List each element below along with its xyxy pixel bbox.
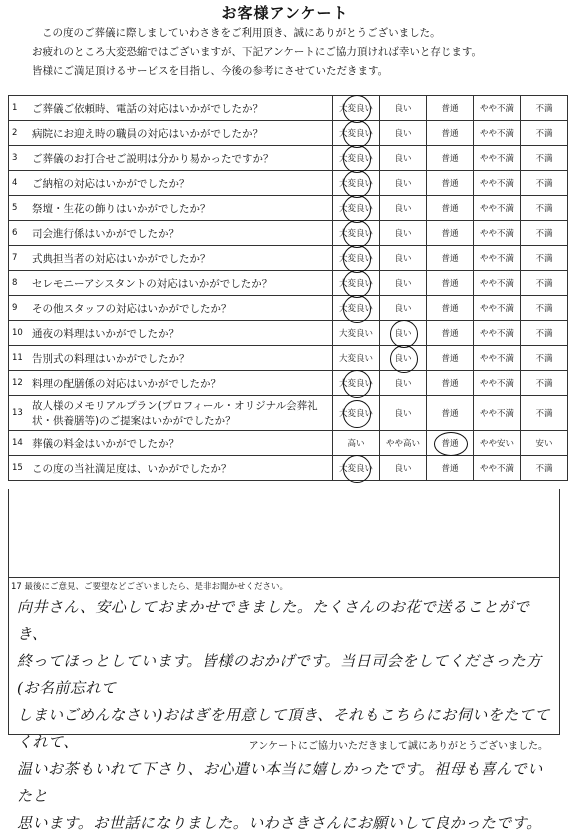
answer-option[interactable] bbox=[427, 321, 474, 346]
option-label: やや不満 bbox=[479, 279, 514, 289]
option-label: 大変良い bbox=[338, 154, 373, 164]
option-label: やや不満 bbox=[479, 254, 514, 264]
answer-option[interactable] bbox=[333, 321, 380, 346]
answer-option[interactable] bbox=[521, 171, 568, 196]
survey-table bbox=[8, 95, 568, 481]
option-label: やや不満 bbox=[479, 104, 514, 114]
question-number: 1 bbox=[9, 96, 31, 121]
question-number: 7 bbox=[9, 246, 31, 271]
question-row bbox=[9, 346, 568, 371]
option-label: 普通 bbox=[441, 204, 459, 214]
answer-option[interactable] bbox=[427, 346, 474, 371]
answer-option[interactable] bbox=[380, 271, 427, 296]
option-label: 不満 bbox=[535, 379, 553, 389]
handwritten-comment bbox=[17, 594, 553, 837]
option-label: 大変良い bbox=[338, 354, 373, 364]
answer-option[interactable] bbox=[521, 371, 568, 396]
answer-option[interactable] bbox=[380, 171, 427, 196]
answer-option[interactable] bbox=[380, 371, 427, 396]
option-label: 普通 bbox=[441, 304, 459, 314]
option-label: やや不満 bbox=[479, 304, 514, 314]
option-label: 大変良い bbox=[338, 409, 373, 419]
option-label: やや不満 bbox=[479, 129, 514, 139]
question-number: 11 bbox=[9, 346, 31, 371]
option-label: 大変良い bbox=[338, 254, 373, 264]
option-label: 普通 bbox=[441, 179, 459, 189]
thanks-note: アンケートにご協力いただきまして誠にありがとうございました。 bbox=[248, 741, 548, 752]
option-label: やや不満 bbox=[479, 229, 514, 239]
option-label: やや不満 bbox=[479, 154, 514, 164]
option-label: 良い bbox=[394, 154, 412, 164]
answer-option[interactable] bbox=[521, 246, 568, 271]
question-row bbox=[9, 271, 568, 296]
option-label: 大変良い bbox=[338, 329, 373, 339]
answer-option[interactable] bbox=[427, 396, 474, 431]
answer-option[interactable] bbox=[521, 121, 568, 146]
option-label: 不満 bbox=[535, 279, 553, 289]
question-text: 司会進行係はいかがでしたか？ bbox=[30, 221, 333, 246]
question-text: ご葬儀のお打合せご説明は分かり易かったですか？ bbox=[30, 146, 333, 171]
question-text: その他スタッフの対応はいかがでしたか？ bbox=[30, 296, 333, 321]
answer-option[interactable] bbox=[474, 321, 521, 346]
option-label: 良い bbox=[394, 304, 412, 314]
option-label: 良い bbox=[394, 129, 412, 139]
answer-option[interactable] bbox=[474, 96, 521, 121]
answer-option[interactable] bbox=[380, 456, 427, 481]
answer-option[interactable] bbox=[333, 196, 380, 221]
option-label: 良い bbox=[394, 204, 412, 214]
answer-option[interactable] bbox=[380, 96, 427, 121]
option-label: 普通 bbox=[441, 409, 459, 419]
question-number: 2 bbox=[9, 121, 31, 146]
question-text: 病院にお迎え時の職員の対応はいかがでしたか？ bbox=[30, 121, 333, 146]
option-label: 不満 bbox=[535, 204, 553, 214]
answer-option[interactable] bbox=[427, 456, 474, 481]
option-label: 良い bbox=[394, 104, 412, 114]
question-row bbox=[9, 431, 568, 456]
option-label: 普通 bbox=[441, 439, 459, 449]
answer-option[interactable] bbox=[380, 146, 427, 171]
question-text: 通夜の料理はいかがでしたか？ bbox=[30, 321, 333, 346]
answer-option[interactable] bbox=[521, 321, 568, 346]
option-label: 不満 bbox=[535, 254, 553, 264]
option-label: 大変良い bbox=[338, 379, 373, 389]
option-label: 普通 bbox=[441, 104, 459, 114]
answer-option[interactable] bbox=[380, 121, 427, 146]
answer-option[interactable] bbox=[474, 121, 521, 146]
option-label: 安い bbox=[535, 439, 553, 449]
answer-option[interactable] bbox=[474, 296, 521, 321]
option-label: 普通 bbox=[441, 379, 459, 389]
answer-option[interactable] bbox=[333, 396, 380, 431]
question-row bbox=[9, 296, 568, 321]
question-number: 15 bbox=[9, 456, 31, 481]
answer-option[interactable] bbox=[427, 96, 474, 121]
question-number: 10 bbox=[9, 321, 31, 346]
option-label: 高い bbox=[347, 439, 365, 449]
option-label: やや安い bbox=[479, 439, 514, 449]
intro-line: 皆様にご満足頂けるサービスを目指し、今後の参考にさせていただきます。 bbox=[32, 65, 389, 77]
option-label: 不満 bbox=[535, 409, 553, 419]
option-label: やや不満 bbox=[479, 354, 514, 364]
answer-option[interactable] bbox=[474, 246, 521, 271]
comment-line: しまいごめんなさい)おはぎを用意して頂き、それもこちらにお伺いをたててくれて、 bbox=[17, 706, 550, 751]
answer-option[interactable] bbox=[333, 171, 380, 196]
answer-option[interactable] bbox=[474, 196, 521, 221]
answer-option[interactable] bbox=[333, 431, 380, 456]
answer-option[interactable] bbox=[427, 371, 474, 396]
answer-option[interactable] bbox=[427, 271, 474, 296]
option-label: 大変良い bbox=[338, 464, 373, 474]
option-label: 不満 bbox=[535, 179, 553, 189]
question-number: 6 bbox=[9, 221, 31, 246]
answer-option[interactable] bbox=[521, 296, 568, 321]
question-text: 料理の配膳係の対応はいかがでしたか？ bbox=[30, 371, 333, 396]
intro-line: お疲れのところ大変恐縮ではございますが、下記アンケートにご協力頂ければ幸いと存じます。 bbox=[32, 46, 483, 58]
option-label: 良い bbox=[394, 464, 412, 474]
option-label: 不満 bbox=[535, 464, 553, 474]
option-label: 普通 bbox=[441, 154, 459, 164]
answer-option[interactable] bbox=[333, 271, 380, 296]
answer-option[interactable] bbox=[474, 171, 521, 196]
answer-option[interactable] bbox=[521, 221, 568, 246]
question-number: 13 bbox=[9, 396, 31, 431]
answer-option[interactable] bbox=[427, 196, 474, 221]
answer-option[interactable] bbox=[380, 196, 427, 221]
answer-option[interactable] bbox=[521, 396, 568, 431]
option-label: 普通 bbox=[441, 329, 459, 339]
option-label: やや不満 bbox=[479, 204, 514, 214]
question-row bbox=[9, 456, 568, 481]
option-label: 大変良い bbox=[338, 279, 373, 289]
answer-option[interactable] bbox=[521, 346, 568, 371]
question-15-answer-area bbox=[8, 489, 560, 577]
question-number: 12 bbox=[9, 371, 31, 396]
answer-option[interactable] bbox=[474, 371, 521, 396]
option-label: 大変良い bbox=[338, 304, 373, 314]
question-row bbox=[9, 221, 568, 246]
option-label: 普通 bbox=[441, 279, 459, 289]
question-row bbox=[9, 246, 568, 271]
option-label: 普通 bbox=[441, 464, 459, 474]
comment-line: 思います。お世話になりました。いわさきさんにお願いして良かったです。 bbox=[17, 814, 542, 832]
answer-option[interactable] bbox=[521, 196, 568, 221]
intro-line: この度のご葬儀に際しましていわさきをご利用頂き、誠にありがとうございました。 bbox=[42, 27, 441, 39]
option-label: 良い bbox=[394, 409, 412, 419]
answer-option[interactable] bbox=[474, 431, 521, 456]
option-label: 不満 bbox=[535, 154, 553, 164]
option-label: やや不満 bbox=[479, 179, 514, 189]
intro-text bbox=[32, 24, 482, 81]
answer-option[interactable] bbox=[474, 456, 521, 481]
option-label: 不満 bbox=[535, 329, 553, 339]
comment-line: 終ってほっとしています。皆様のおかげです。当日司会をしてくださった方(お名前忘れて bbox=[17, 652, 542, 697]
question-text: ご納棺の対応はいかがでしたか？ bbox=[30, 171, 333, 196]
answer-option[interactable] bbox=[380, 221, 427, 246]
answer-option[interactable] bbox=[427, 221, 474, 246]
answer-option[interactable] bbox=[474, 346, 521, 371]
answer-option[interactable] bbox=[380, 246, 427, 271]
comment-line: 温いお茶もいれて下さり、お心遣い本当に嬉しかったです。祖母も喜んでいたと bbox=[17, 760, 543, 805]
option-label: 良い bbox=[394, 354, 412, 364]
answer-option[interactable] bbox=[380, 431, 427, 456]
answer-option[interactable] bbox=[427, 121, 474, 146]
option-label: 不満 bbox=[535, 129, 553, 139]
answer-option[interactable] bbox=[427, 431, 474, 456]
question-number: 5 bbox=[9, 196, 31, 221]
option-label: 大変良い bbox=[338, 204, 373, 214]
comment-label: 17 最後にご意見、ご要望などございましたら、是非お聞かせください。 bbox=[11, 582, 289, 592]
answer-option[interactable] bbox=[427, 146, 474, 171]
question-text: 故人様のメモリアルプラン(プロフィール・オリジナル会葬礼状・供養膳等)のご提案はいかがでしたか？ bbox=[30, 396, 333, 431]
option-label: 良い bbox=[394, 254, 412, 264]
comment-line: 向井さん、安心しておまかせできました。たくさんのお花で送ることができ、 bbox=[17, 598, 530, 643]
question-text: この度の当社満足度は、いかがでしたか？ bbox=[30, 456, 333, 481]
question-text: 式典担当者の対応はいかがでしたか？ bbox=[30, 246, 333, 271]
option-label: やや不満 bbox=[479, 409, 514, 419]
question-text: ご葬儀ご依頼時、電話の対応はいかがでしたか？ bbox=[30, 96, 333, 121]
option-label: やや不満 bbox=[479, 329, 514, 339]
option-label: 普通 bbox=[441, 254, 459, 264]
option-label: やや不満 bbox=[479, 464, 514, 474]
option-label: 普通 bbox=[441, 129, 459, 139]
question-row bbox=[9, 196, 568, 221]
question-text: 告別式の料理はいかがでしたか？ bbox=[30, 346, 333, 371]
option-label: 大変良い bbox=[338, 104, 373, 114]
answer-option[interactable] bbox=[380, 321, 427, 346]
answer-option[interactable] bbox=[521, 431, 568, 456]
option-label: 不満 bbox=[535, 104, 553, 114]
option-label: 良い bbox=[394, 329, 412, 339]
answer-option[interactable] bbox=[427, 246, 474, 271]
answer-option[interactable] bbox=[380, 296, 427, 321]
answer-option[interactable] bbox=[380, 396, 427, 431]
question-number: 14 bbox=[9, 431, 31, 456]
answer-option[interactable] bbox=[333, 456, 380, 481]
answer-option[interactable] bbox=[474, 221, 521, 246]
option-label: 不満 bbox=[535, 229, 553, 239]
answer-option[interactable] bbox=[333, 96, 380, 121]
answer-option[interactable] bbox=[333, 371, 380, 396]
answer-option[interactable] bbox=[521, 146, 568, 171]
question-text: セレモニーアシスタントの対応はいかがでしたか？ bbox=[30, 271, 333, 296]
answer-option[interactable] bbox=[474, 271, 521, 296]
option-label: 良い bbox=[394, 279, 412, 289]
question-row bbox=[9, 396, 568, 431]
answer-option[interactable] bbox=[333, 346, 380, 371]
option-label: 大変良い bbox=[338, 179, 373, 189]
option-label: 普通 bbox=[441, 354, 459, 364]
question-text: 葬儀の料金はいかがでしたか？ bbox=[30, 431, 333, 456]
question-row bbox=[9, 171, 568, 196]
option-label: 良い bbox=[394, 379, 412, 389]
option-label: やや不満 bbox=[479, 379, 514, 389]
answer-option[interactable] bbox=[474, 146, 521, 171]
question-row bbox=[9, 121, 568, 146]
question-number: 8 bbox=[9, 271, 31, 296]
question-row bbox=[9, 321, 568, 346]
answer-option[interactable] bbox=[333, 246, 380, 271]
question-text: 祭壇・生花の飾りはいかがでしたか？ bbox=[30, 196, 333, 221]
question-row bbox=[9, 96, 568, 121]
answer-option[interactable] bbox=[333, 146, 380, 171]
answer-option[interactable] bbox=[427, 296, 474, 321]
answer-option[interactable] bbox=[474, 396, 521, 431]
answer-option[interactable] bbox=[333, 121, 380, 146]
answer-option[interactable] bbox=[333, 221, 380, 246]
answer-option[interactable] bbox=[333, 296, 380, 321]
answer-option[interactable] bbox=[521, 456, 568, 481]
answer-option[interactable] bbox=[380, 346, 427, 371]
option-label: やや高い bbox=[385, 439, 420, 449]
option-label: 良い bbox=[394, 179, 412, 189]
page-title: お客様アンケート bbox=[221, 4, 349, 22]
question-number: 9 bbox=[9, 296, 31, 321]
question-number: 4 bbox=[9, 171, 31, 196]
option-label: 大変良い bbox=[338, 229, 373, 239]
answer-option[interactable] bbox=[521, 96, 568, 121]
answer-option[interactable] bbox=[521, 271, 568, 296]
question-row bbox=[9, 371, 568, 396]
question-number: 3 bbox=[9, 146, 31, 171]
option-label: 良い bbox=[394, 229, 412, 239]
answer-option[interactable] bbox=[427, 171, 474, 196]
option-label: 普通 bbox=[441, 229, 459, 239]
question-row bbox=[9, 146, 568, 171]
option-label: 不満 bbox=[535, 354, 553, 364]
option-label: 大変良い bbox=[338, 129, 373, 139]
option-label: 不満 bbox=[535, 304, 553, 314]
